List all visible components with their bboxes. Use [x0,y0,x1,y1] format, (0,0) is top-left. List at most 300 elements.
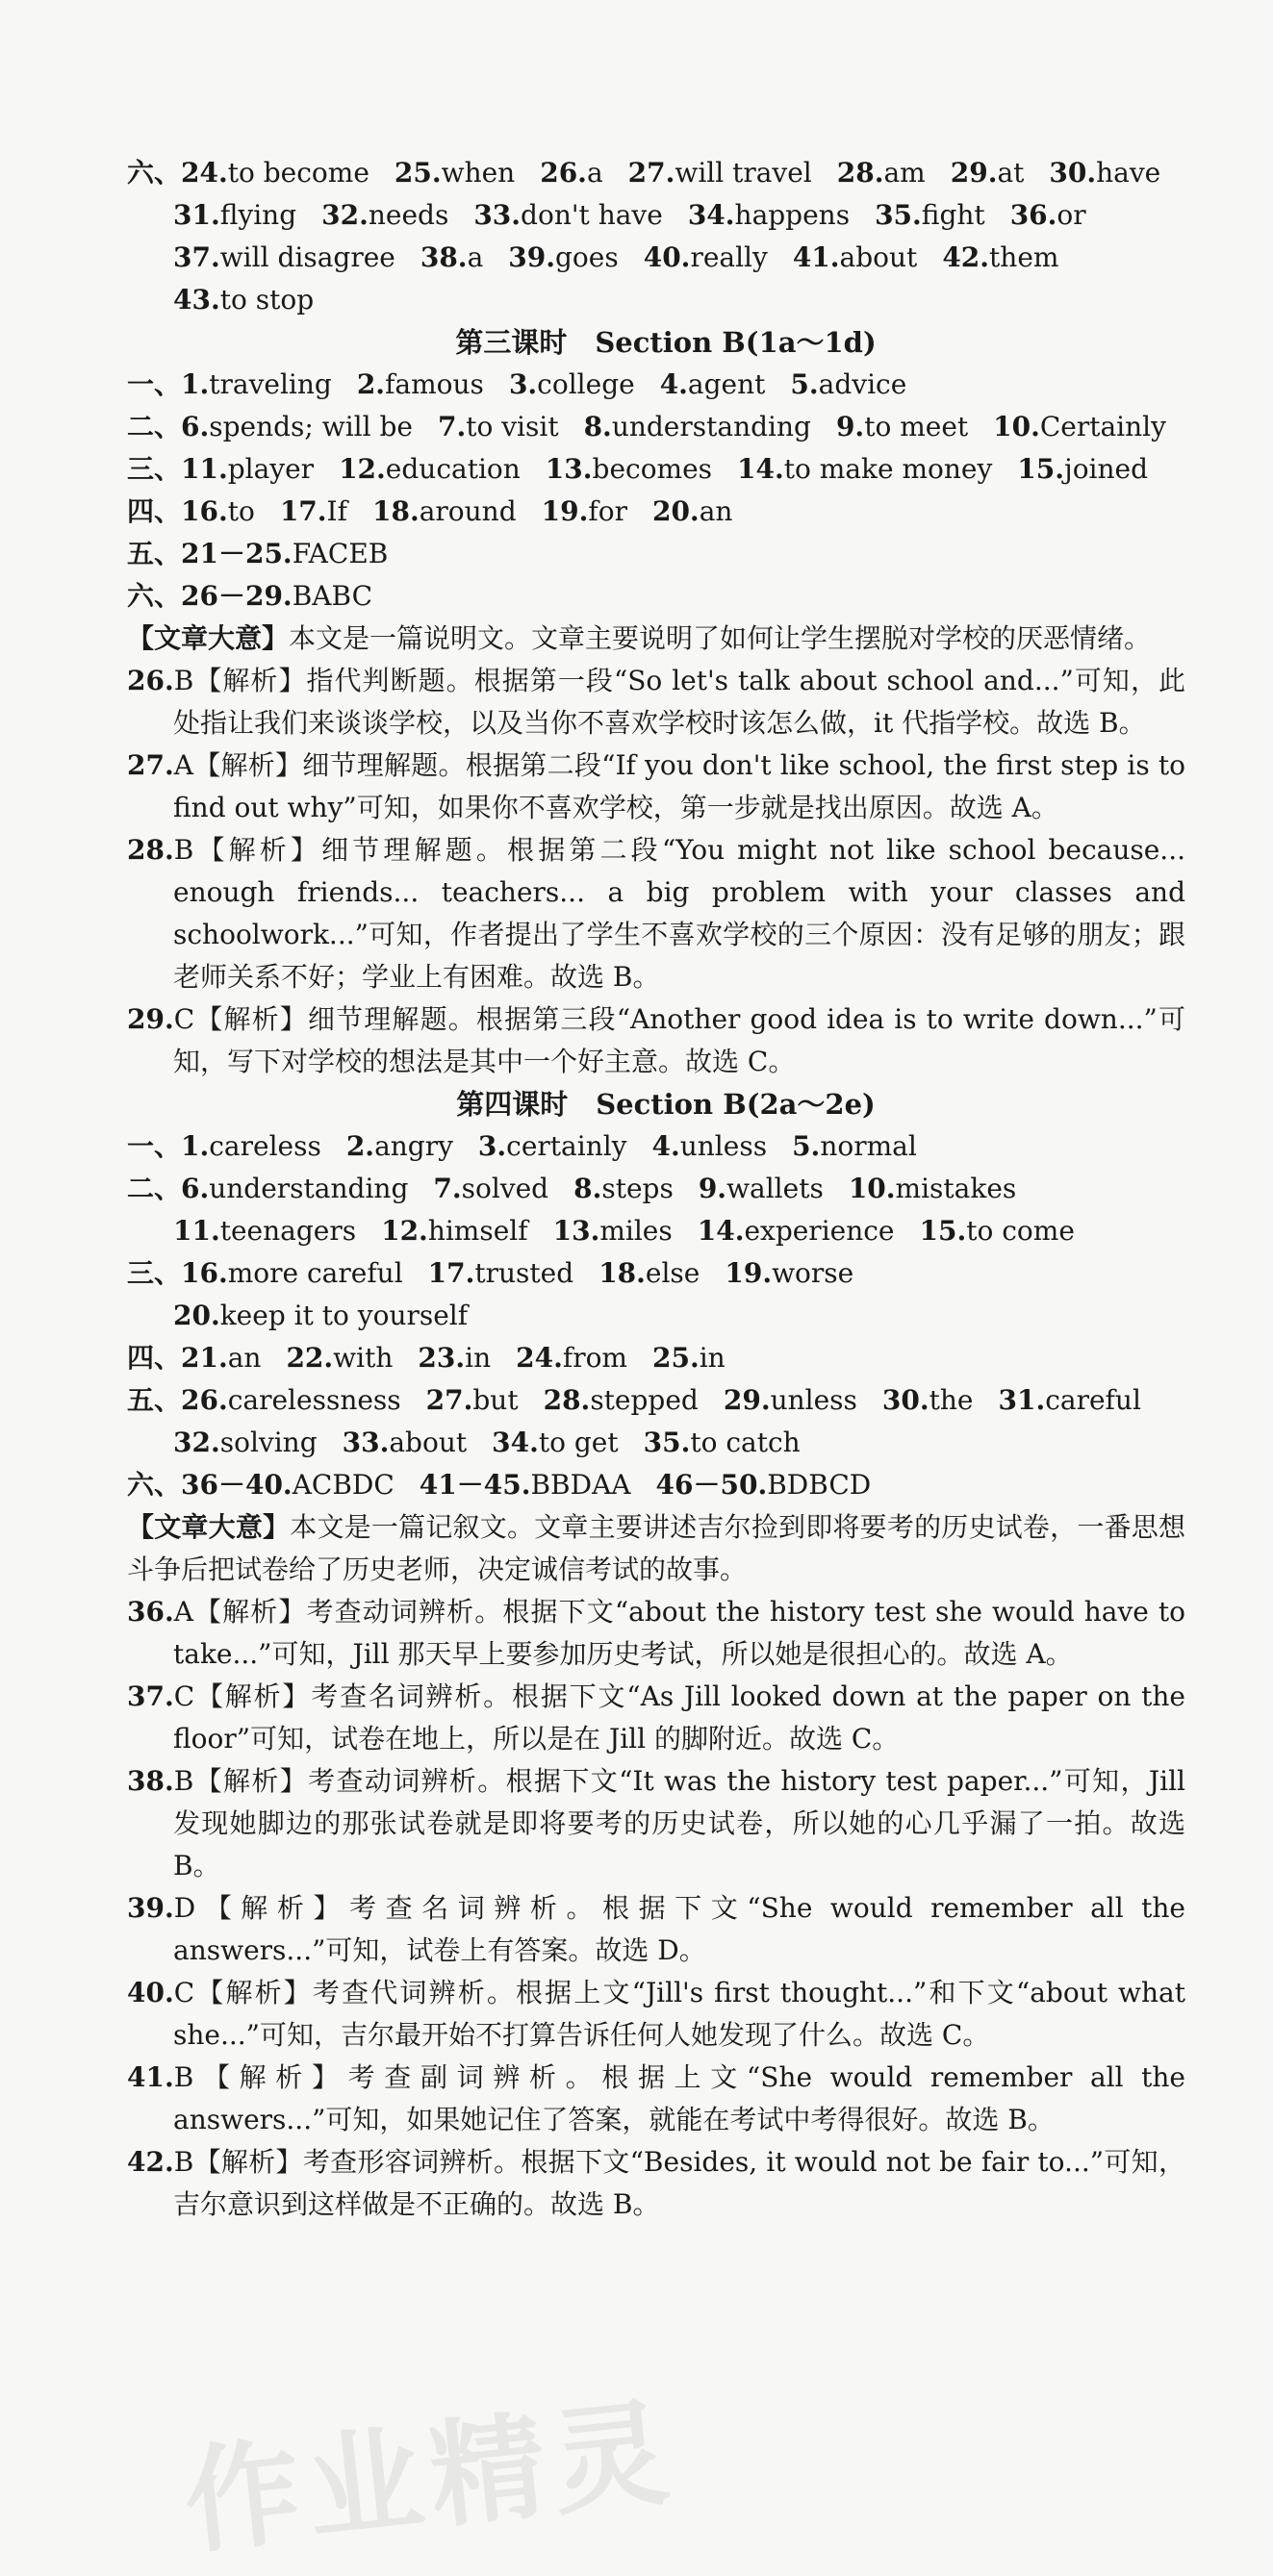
answer-line [127,1295,1185,1337]
item-number: 34. [492,1427,539,1458]
answer-item [127,1337,261,1379]
item-answer: in [699,1342,726,1374]
lesson3-summary [127,618,1185,660]
item-answer: BDBCD [767,1469,872,1501]
lesson4-title: 第四课时 Section B(2a～2e) [456,1088,876,1121]
answer-item [127,491,255,533]
item-number: 46－50. [655,1469,768,1501]
explanation-paragraph [127,2057,1185,2141]
item-answer: in [465,1342,492,1374]
answer-item [339,448,521,491]
item-number: 25. [394,157,442,189]
item-number: 20. [651,495,700,527]
answer-item [544,1379,699,1422]
item-answer: but [472,1384,519,1416]
item-answer: from [562,1342,627,1374]
item-number: 32. [173,1427,220,1458]
item-number: 4. [651,1130,680,1162]
item-number: 43. [173,284,220,316]
question-number: 38. [127,1765,174,1797]
explanation-paragraph [127,998,1185,1083]
explanation-paragraph [127,1887,1185,1972]
answer-item [173,1422,318,1464]
item-answer: spends; will be [209,411,413,442]
item-answer: keep it to yourself [219,1300,469,1331]
answer-item [280,491,347,533]
answer-line [127,279,1185,321]
item-answer: don't have [521,199,663,231]
item-answer: trusted [474,1257,574,1289]
item-answer: about [389,1427,468,1458]
item-answer: else [645,1257,700,1289]
item-answer: about [839,241,918,273]
explanation-paragraph [127,1591,1185,1676]
answer-item [286,1337,393,1379]
item-number: 33. [342,1427,390,1458]
item-answer: fight [921,199,985,231]
answer-item [882,1379,974,1422]
item-number: 四、21. [127,1342,228,1374]
explanation-paragraph [127,2141,1185,2226]
answer-line [127,1464,1185,1506]
answer-item [173,237,395,279]
item-number: 12. [339,453,386,485]
question-number: 40. [127,1977,174,2008]
item-answer: when [441,157,516,189]
item-answer: traveling [209,368,332,400]
item-answer: flying [219,199,297,231]
item-answer: advice [818,368,907,400]
item-number: 15. [1017,453,1065,485]
answer-item [321,194,448,237]
answer-item [438,406,559,448]
answer-item [837,152,926,194]
item-number: 33. [473,199,522,231]
answer-item [428,1252,574,1295]
answer-item [127,406,413,448]
item-answer: them [989,241,1059,273]
item-number: 8. [573,1173,602,1204]
answer-item [999,1379,1141,1422]
item-answer: himself [427,1215,528,1247]
item-answer: steps [601,1173,674,1204]
answer-item [426,1379,519,1422]
item-answer: to come [966,1215,1075,1247]
answer-item [875,194,985,237]
item-answer: carelessness [227,1384,401,1416]
item-answer: more careful [227,1257,403,1289]
explanation-text: A【解析】细节理解题。根据第二段“If you don't like school, the first step is to find out why”可知，如果你不喜欢学校，第一步就是找出原因。故选 A。 [173,749,1185,823]
item-answer: to become [227,157,369,189]
item-answer: famous [385,368,484,400]
item-answer: teenagers [219,1215,357,1247]
answer-item [1017,448,1148,491]
answer-item [725,1252,853,1295]
item-number: 10. [993,411,1040,442]
item-answer: to catch [690,1427,801,1458]
answer-item [173,1295,468,1337]
item-number: 31. [998,1384,1046,1416]
item-number: 17. [427,1257,475,1289]
item-number: 35. [875,199,922,231]
item-answer: will travel [675,157,812,189]
item-answer: BABC [292,580,373,612]
answer-item [598,1252,700,1295]
item-number: 六、26－29. [127,580,293,612]
item-number: 17. [279,495,327,527]
answer-item [792,1125,917,1168]
item-answer: needs [368,199,449,231]
item-number: 四、16. [127,495,228,527]
item-number: 五、21－25. [127,538,293,569]
answer-item [127,1252,403,1295]
summary-tag: 【文章大意】 [127,1511,291,1543]
item-number: 30. [881,1384,929,1416]
answer-item [920,1210,1075,1252]
answer-line [127,491,1185,533]
item-number: 4. [659,368,688,400]
question-number: 36. [127,1596,174,1628]
answer-line [127,1252,1185,1295]
answer-item [127,364,332,406]
question-number: 42. [127,2146,174,2178]
answer-item [942,237,1058,279]
question-number: 39. [127,1892,174,1924]
answer-item [433,1168,548,1210]
answer-line [127,448,1185,491]
answer-line [127,237,1185,279]
item-number: 14. [697,1215,745,1247]
answer-item [540,152,602,194]
answer-line [127,1422,1185,1464]
item-number: 30. [1049,157,1097,189]
item-number: 六、36－40. [127,1469,293,1501]
item-answer: understanding [209,1173,409,1204]
item-answer: careful [1045,1384,1141,1416]
item-number: 二、6. [127,411,210,442]
item-number: 27. [627,157,675,189]
answer-item [699,1168,824,1210]
explanation-text: C【解析】考查代词辨析。根据上文“Jill's first thought...”和下文“about what she...”可知，吉尔最开始不打算告诉任何人她发现了什么。故选 C。 [173,1977,1185,2051]
answer-item [173,279,314,321]
question-number: 28. [127,834,174,866]
item-number: 41. [792,241,840,273]
item-answer: happens [734,199,851,231]
item-number: 19. [541,495,589,527]
item-answer: understanding [611,411,811,442]
item-answer: the [929,1384,974,1416]
item-number: 24. [516,1342,563,1374]
answer-item [509,364,635,406]
item-number: 11. [173,1215,220,1247]
answer-line [127,533,1185,575]
item-number: 28. [543,1384,591,1416]
item-number: 二、6. [127,1173,210,1204]
answer-item [343,1422,467,1464]
item-answer: to [227,495,255,527]
lesson4-blanks [127,1125,1185,1506]
answer-item [584,406,811,448]
answer-line [127,1379,1185,1422]
item-answer: mistakes [895,1173,1017,1204]
item-answer: becomes [592,453,713,485]
answer-item [652,1337,726,1379]
item-number: 31. [173,199,220,231]
answer-item [418,1337,491,1379]
answer-item [420,1464,631,1506]
item-number: 38. [420,241,468,273]
explanation-paragraph [127,660,1185,745]
item-number: 13. [545,453,593,485]
answer-item [127,1168,408,1210]
item-answer: FACEB [292,538,389,569]
item-answer: am [883,157,926,189]
answer-item [652,491,732,533]
item-number: 5. [790,368,819,400]
item-number: 41－45. [419,1469,531,1501]
item-answer: unless [679,1130,768,1162]
explanation-paragraph [127,1972,1185,2057]
answer-item [1049,152,1160,194]
answer-item [546,448,712,491]
summary-tag: 【文章大意】 [127,622,290,654]
question-number: 27. [127,749,174,781]
item-answer: or [1057,199,1086,231]
answer-item [698,1210,895,1252]
item-answer: will disagree [219,241,395,273]
item-answer: Certainly [1039,411,1166,442]
item-answer: an [227,1342,262,1374]
item-answer: certainly [506,1130,627,1162]
section-6-answers [127,152,1185,321]
item-number: 20. [173,1300,220,1331]
answer-item [542,491,627,533]
item-answer: miles [599,1215,673,1247]
explanation-text: C【解析】细节理解题。根据第三段“Another good idea is to write down...”可知，写下对学校的想法是其中一个好主意。故选 C。 [173,1003,1185,1077]
item-answer: goes [554,241,619,273]
answer-item [492,1422,618,1464]
item-number: 14. [737,453,784,485]
item-number: 39. [508,241,555,273]
item-number: 五、26. [127,1384,228,1416]
item-answer: unless [770,1384,857,1416]
item-number: 3. [508,368,538,400]
question-number: 26. [127,665,174,696]
answer-item [628,152,812,194]
answer-item [127,575,372,618]
answer-item [381,1210,528,1252]
item-number: 34. [687,199,735,231]
answer-item [395,152,515,194]
item-answer: joined [1064,453,1149,485]
answer-item [173,194,296,237]
item-answer: solved [461,1173,549,1204]
item-number: 13. [552,1215,600,1247]
summary-text: 本文是一篇记叙文。文章主要讲述吉尔捡到即将要考的历史试卷，一番思想斗争后把试卷给了历史老师，决定诚信考试的故事。 [127,1511,1185,1585]
lesson3-explanations [127,660,1185,1083]
item-number: 2. [356,368,386,400]
answer-item [656,1464,872,1506]
lesson4-explanations [127,1591,1185,2226]
item-answer: for [588,495,627,527]
question-number: 41. [127,2061,174,2093]
item-number: 18. [598,1257,646,1289]
item-answer: If [326,495,347,527]
answer-item [357,364,484,406]
answer-item [790,364,906,406]
item-answer: around [419,495,517,527]
item-answer: wallets [726,1173,824,1204]
item-number: 2. [345,1130,375,1162]
item-answer: to stop [219,284,315,316]
item-answer: to meet [864,411,969,442]
item-answer: careless [209,1130,321,1162]
summary-text: 本文是一篇说明文。文章主要说明了如何让学生摆脱对学校的厌恶情绪。 [289,622,1152,654]
question-number: 37. [127,1680,174,1712]
item-number: 35. [643,1427,691,1458]
answer-item [573,1168,674,1210]
item-answer: agent [687,368,766,400]
item-number: 32. [321,199,369,231]
explanation-text: B【解析】考查形容词辨析。根据下文“Besides, it would not be fair to...”可知，吉尔意识到这样做是不正确的。故选 B。 [173,2146,1185,2220]
explanation-paragraph [127,1760,1185,1887]
explanation-text: B【解析】细节理解题。根据第二段“You might not like school because... enough friends... teachers... a big problem with your classes and schoolwork...”可知，作者提出了学生不喜欢学校的三个原因：没有足够的朋友；跟老师关系不好；学业上有困难。故选 B。 [173,834,1185,993]
item-answer: worse [772,1257,854,1289]
item-answer: BBDAA [530,1469,631,1501]
answer-item [127,1379,401,1422]
item-number: 15. [919,1215,967,1247]
item-number: 三、11. [127,453,228,485]
explanation-text: B【解析】考查副词辨析。根据上文“She would remember all the answers...”可知，如果她记住了答案，就能在考试中考得很好。故选 B。 [173,2061,1185,2135]
item-answer: education [385,453,521,485]
item-answer: to get [538,1427,619,1458]
item-answer: college [537,368,635,400]
item-number: 一、1. [127,368,210,400]
item-number: 3. [477,1130,507,1162]
answer-item [346,1125,453,1168]
item-answer: solving [219,1427,318,1458]
answer-line [127,194,1185,237]
answer-line [127,1125,1185,1168]
item-number: 28. [836,157,884,189]
item-answer: angry [374,1130,453,1162]
answer-item [127,1464,395,1506]
lesson3-blanks [127,364,1185,618]
answer-item [508,237,618,279]
answer-item [553,1210,673,1252]
answer-item [660,364,766,406]
answer-item [1010,194,1086,237]
item-number: 36. [1009,199,1057,231]
explanation-paragraph [127,829,1185,998]
item-number: 一、1. [127,1130,210,1162]
item-answer: an [699,495,733,527]
lesson3-title: 第三课时 Section B(1a～1d) [455,326,877,359]
item-number: 7. [437,411,467,442]
explanation-text: D【解析】考查名词辨析。根据下文“She would remember all the answers...”可知，试卷上有答案。故选 D。 [173,1892,1185,1966]
item-answer: ACBDC [292,1469,395,1501]
answer-item [127,448,314,491]
item-number: 23. [418,1342,466,1374]
answer-line [127,575,1185,618]
answer-item [993,406,1166,448]
item-number: 10. [848,1173,896,1204]
answer-item [951,152,1025,194]
item-number: 25. [651,1342,700,1374]
item-answer: have [1096,157,1161,189]
answer-line [127,1337,1185,1379]
item-answer: a [467,241,484,273]
item-number: 8. [583,411,612,442]
answer-line [127,406,1185,448]
item-number: 42. [942,241,990,273]
item-number: 六、24. [127,157,228,189]
answer-line [127,1210,1185,1252]
answer-item [127,533,388,575]
explanation-text: B【解析】考查动词辨析。根据下文“It was the history test paper...”可知，Jill 发现她脚边的那张试卷就是即将要考的历史试卷，所以她的心几乎漏了一拍。故选 B。 [173,1765,1185,1881]
answer-item [473,194,663,237]
explanation-paragraph [127,1676,1185,1760]
watermark-logo: 作业精灵 [178,2386,682,2571]
explanation-text: B【解析】指代判断题。根据第一段“So let's talk about school and...”可知，此处指让我们来谈谈学校，以及当你不喜欢学校时该怎么做，it 代指学校。故选 B。 [173,665,1185,739]
answer-line [127,1168,1185,1210]
item-number: 29. [723,1384,771,1416]
item-number: 27. [425,1384,473,1416]
answer-item [652,1125,768,1168]
answer-line [127,364,1185,406]
item-answer: to make money [783,453,993,485]
item-number: 7. [433,1173,462,1204]
item-answer: player [227,453,315,485]
item-number: 12. [381,1215,428,1247]
item-number: 40. [643,241,691,273]
answer-item [688,194,850,237]
item-answer: experience [744,1215,895,1247]
item-number: 22. [286,1342,334,1374]
item-answer: normal [820,1130,917,1162]
answer-item [173,1210,356,1252]
explanation-text: A【解析】考查动词辨析。根据下文“about the history test she would have to take...”可知，Jill 那天早上要参加历史考试，所以她是很担心的。故选 A。 [173,1596,1185,1670]
explanation-text: C【解析】考查名词辨析。根据下文“As Jill looked down at the paper on the floor”可知，试卷在地上，所以是在 Jill 的脚附近。故选 C。 [173,1680,1185,1755]
item-number: 5. [792,1130,821,1162]
answer-item [644,237,768,279]
item-number: 19. [725,1257,773,1289]
item-number: 三、16. [127,1257,228,1289]
answer-item [644,1422,801,1464]
item-number: 29. [950,157,998,189]
item-answer: at [997,157,1025,189]
answer-item [420,237,483,279]
item-number: 9. [835,411,865,442]
answer-item [127,1125,321,1168]
item-answer: stepped [590,1384,699,1416]
item-number: 37. [173,241,220,273]
answer-item [793,237,917,279]
item-answer: with [333,1342,394,1374]
item-answer: a [586,157,603,189]
lesson4-summary [127,1506,1185,1591]
question-number: 29. [127,1003,174,1035]
item-answer: to visit [466,411,559,442]
answer-item [478,1125,627,1168]
answer-item [516,1337,627,1379]
answer-content [127,152,1185,2226]
item-number: 26. [540,157,587,189]
answer-item [372,491,517,533]
answer-line [127,152,1185,194]
answer-item [127,152,369,194]
item-answer: really [690,241,768,273]
